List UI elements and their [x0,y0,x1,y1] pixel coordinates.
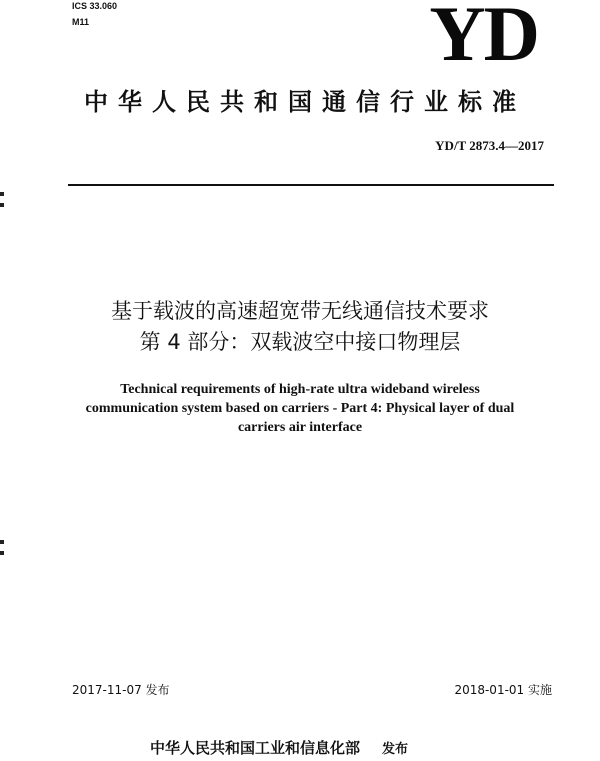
standard-number: YD/T 2873.4—2017 [435,138,544,153]
ics-code: ICS 33.060 [72,1,118,11]
ccs-code: M11 [72,17,90,27]
implementation-date: 2018-01-01 实施 [454,683,552,697]
title-english-line-3: carriers air interface [237,420,363,435]
title-english-line-1: Technical requirements of high-rate ultra wideband wireless [120,382,480,397]
header-divider [68,184,554,186]
title-chinese [0,296,600,358]
title-chinese-line-1: 基于载波的高速超宽带无线通信技术要求 [111,299,489,323]
title-english [40,380,560,437]
title-chinese-line-2: 第 4 部分：双载波空中接口物理层 [139,330,461,354]
title-english-line-2: communication system based on carriers - Part 4: Physical layer of dual [85,401,515,416]
standard-type-heading: 中华人民共和国通信行业标准 [84,88,526,116]
binding-mark-top-lower [0,203,4,207]
binding-mark-top [0,192,4,196]
issue-date: 2017-11-07 发布 [72,683,170,697]
publisher [150,738,408,760]
publisher-action: 发布 [382,742,409,757]
binding-mark-bottom-lower [0,551,4,555]
binding-mark-bottom [0,540,4,544]
publisher-name: 中华人民共和国工业和信息化部 [150,739,361,757]
yd-logo: YD [429,0,538,77]
